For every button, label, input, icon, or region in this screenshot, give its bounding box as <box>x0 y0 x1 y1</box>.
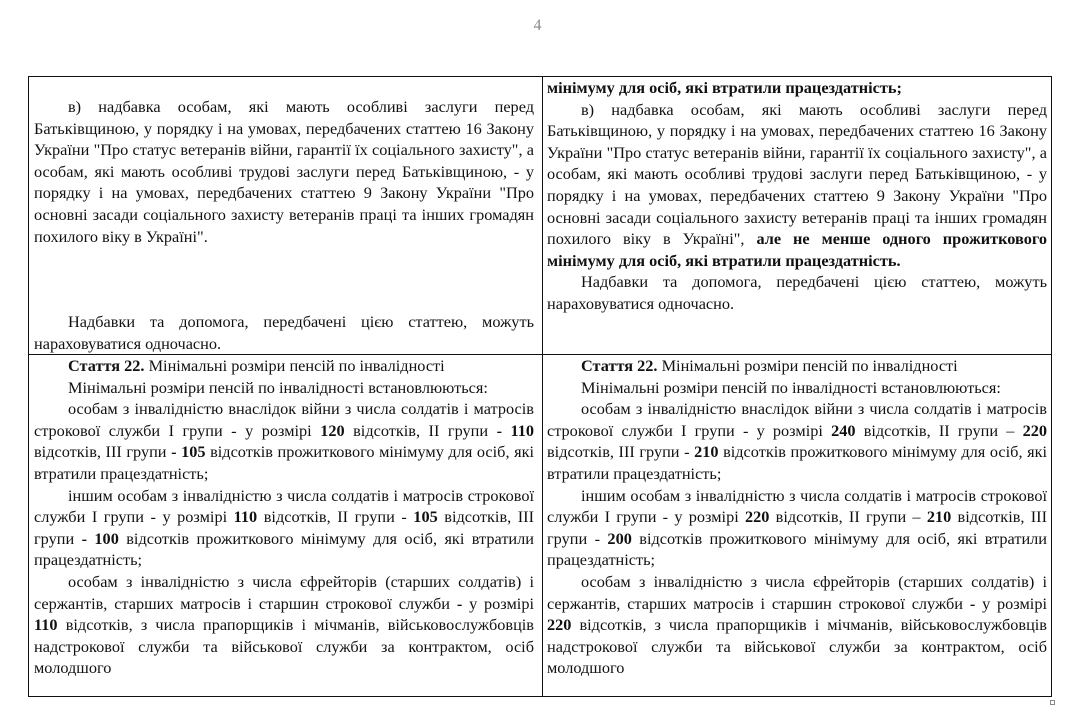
text: іншим особам з інвалідністю з числа солдатів і матросів строкової служби І групи - у розмірі <box>547 485 1047 527</box>
text: відсотків прожиткового мінімуму для осіб, які втратили працездатність; <box>547 442 1048 483</box>
text: відсотків прожиткового мінімуму для осіб, які втратили працездатність; <box>547 528 1048 570</box>
text: відсотків, ІІ групи <box>344 420 497 440</box>
article-heading-left <box>34 355 534 377</box>
percent-value: 110 <box>34 615 58 635</box>
text: відсотків, ІІІ групи <box>34 507 535 548</box>
percent-value: 100 <box>94 528 119 548</box>
cell-row2-right <box>547 355 1047 679</box>
percent-value: 200 <box>607 528 632 548</box>
percent-value: 220 <box>547 615 572 635</box>
percent-value: 210 <box>926 507 952 527</box>
percent-value: 105 <box>181 442 206 462</box>
paragraph-v-left: в) надбавка особам, які мають особливі заслуги перед Батьківщиною, у порядку і на умовах, передбачених статтею 16 Закону України "Про статус ветеранів війни, гарантії їх соціального захисту", а особам, які мають особливі трудові заслуги перед Батьківщиною, - у порядку і на умовах, передбачених статтею 9 Закону України "Про основні засади соціального захисту ветеранів праці та інших громадян похилого віку в Україні". <box>34 97 534 246</box>
comparison-table <box>28 76 1052 697</box>
text: відсотків, ІІ групи – <box>855 420 1023 440</box>
text: відсотків, з числа прапорщиків і мічманів, військовослужбовців надстрокової служби та військової служби за контрактом, осіб молодшого <box>34 615 534 678</box>
text: особам з інвалідністю внаслідок війни з числа солдатів і матросів строкової служби І групи - у розмірі <box>34 399 534 440</box>
article-intro-left: Мінімальні розміри пенсій по інвалідності встановлюються: <box>68 377 488 397</box>
text: особам з інвалідністю з числа єфрейторів (старших солдатів) і сержантів, старших матросів і старшин строкової служби <box>34 571 534 613</box>
dash: - <box>969 593 976 613</box>
text: особам з інвалідністю внаслідок війни з числа солдатів і матросів строкової служби І групи - у розмірі <box>547 399 1047 440</box>
paragraph-2-right <box>547 485 1047 571</box>
paragraph-3-left <box>34 571 534 679</box>
article-intro-right: Мінімальні розміри пенсій по інвалідності встановлюються: <box>581 377 1001 397</box>
percent-value: 110 <box>510 420 535 440</box>
text: відсотків прожиткового мінімуму для осіб, які втратили працездатність; <box>34 528 534 570</box>
percent-value: 110 <box>233 507 258 527</box>
text: особам з інвалідністю з числа єфрейторів (старших солдатів) і сержантів, старших матросів і старшин строкової служби <box>547 571 1047 613</box>
cell-row2-left <box>34 355 534 679</box>
paragraph-1-right <box>547 398 1047 484</box>
paragraph-final-right: Надбавки та допомога, передбачені цією статтею, можуть нараховуватися одночасно. <box>547 272 1047 313</box>
paragraph-3-right <box>547 571 1047 679</box>
cell-row1-right <box>547 77 1047 315</box>
percent-value: 105 <box>413 507 438 527</box>
dash: - <box>456 593 463 613</box>
dash: - <box>171 442 177 462</box>
paragraph-2-left <box>34 485 534 571</box>
table-resize-handle[interactable] <box>1050 700 1055 705</box>
text: відсотків, з числа прапорщиків і мічманів, військовослужбовців надстрокової служби та військової служби за контрактом, осіб молодшого <box>547 615 1047 678</box>
dash: - <box>496 420 502 440</box>
article-heading-right <box>547 355 1047 377</box>
text: іншим особам з інвалідністю з числа солдатів і матросів строкової служби І групи - у розмірі <box>34 485 534 527</box>
column-divider <box>542 77 543 696</box>
carryover-bold-text: мінімуму для осіб, які втратили працездатність; <box>547 78 902 97</box>
cell-row1-left <box>34 96 534 247</box>
text: у розмірі <box>975 593 1047 613</box>
text: відсотків, ІІІ групи - <box>547 442 695 462</box>
percent-value: 220 <box>1022 420 1047 440</box>
text: у розмірі <box>462 593 534 613</box>
cell-row1-left-final <box>34 311 534 354</box>
paragraph-v-right-bold: але не менше одного прожиткового мінімуму для осіб, які втратили працездатність. <box>547 229 1047 270</box>
percent-value: 120 <box>320 420 345 440</box>
percent-value: 220 <box>745 507 770 527</box>
article-label: Стаття 22. <box>581 356 658 375</box>
article-label: Стаття 22. <box>68 356 145 375</box>
text: відсотків, ІІ групи – <box>769 507 927 527</box>
percent-value: 210 <box>694 442 719 462</box>
article-title: Мінімальні розміри пенсій по інвалідності <box>661 356 958 375</box>
text: відсотків прожиткового мінімуму для осіб, які втратили працездатність; <box>34 442 535 483</box>
paragraph-final-left: Надбавки та допомога, передбачені цією статтею, можуть нараховуватися одночасно. <box>34 312 534 353</box>
paragraph-v-right <box>547 99 1047 272</box>
paragraph-1-left <box>34 398 534 484</box>
percent-value: 240 <box>831 420 856 440</box>
paragraph-v-right-text: в) надбавка особам, які мають особливі заслуги перед Батьківщиною, у порядку і на умовах, передбачених статтею 16 Закону України "Про статус ветеранів війни, гарантії їх соціального захисту", а особам, які мають особливі трудові заслуги перед Батьківщиною, - у порядку і на умовах, передбачених статтею 9 Закону України "Про основні засади соціального захисту ветеранів праці та інших громадян похилого віку в Україні", <box>547 99 1047 249</box>
article-title: Мінімальні розміри пенсій по інвалідності <box>148 356 445 375</box>
text: відсотків, ІІІ групи - <box>547 507 1048 548</box>
text: відсотків, ІІІ групи <box>34 442 172 462</box>
dash: - <box>81 528 87 548</box>
page-number: 4 <box>533 17 542 34</box>
text: відсотків, ІІ групи - <box>257 507 414 527</box>
